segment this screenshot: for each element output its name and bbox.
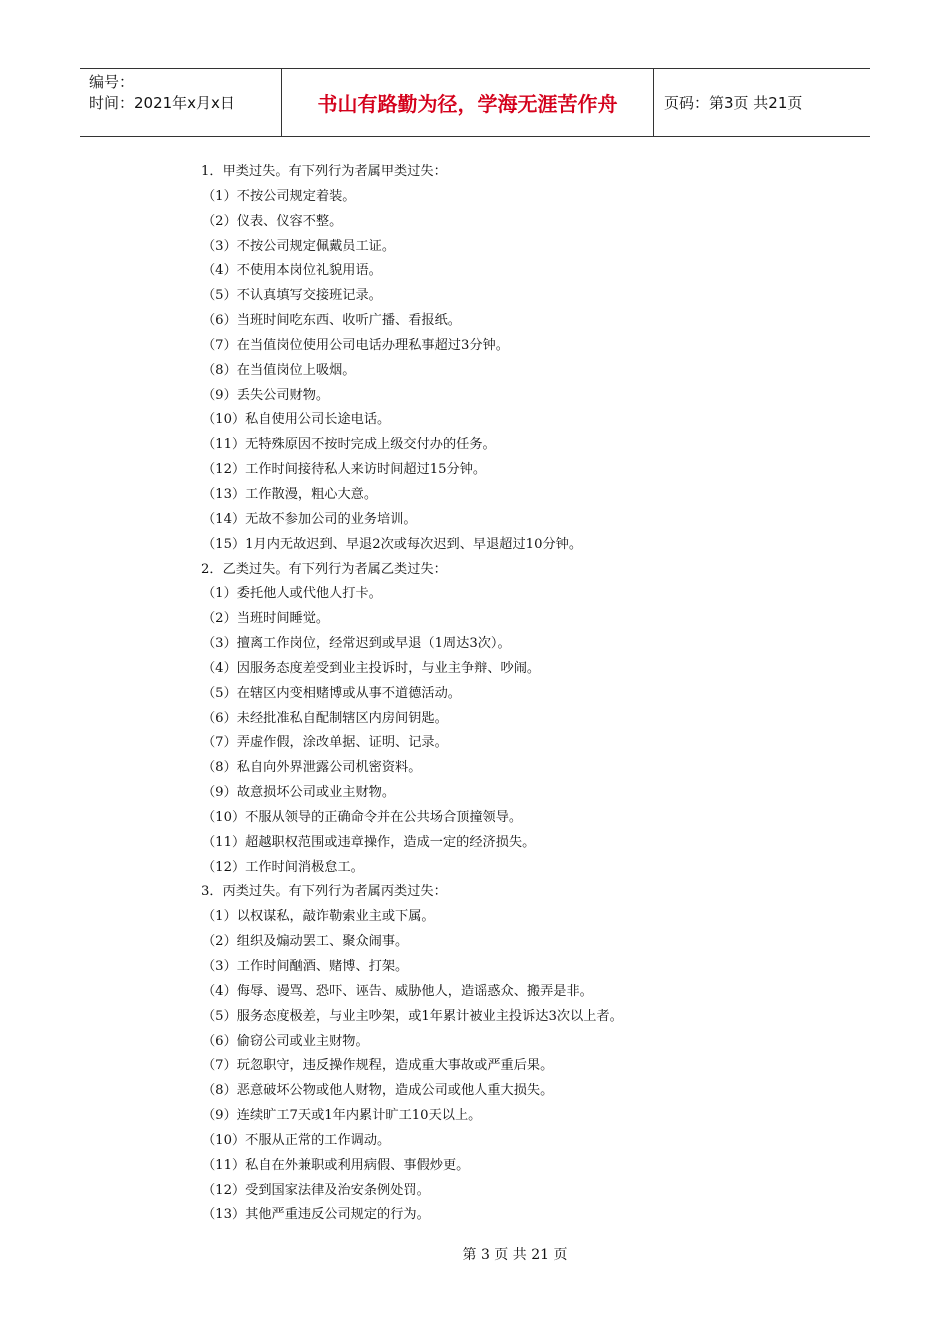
list-item: （1）以权谋私，敲诈勒索业主或下属。 [202,909,435,925]
section-heading: 1．甲类过失。有下列行为者属甲类过失： [201,164,447,179]
list-item: （11）无特殊原因不按时完成上级交付办的任务。 [202,437,496,453]
list-item: （5）在辖区内变相赌博或从事不道德活动。 [202,685,461,701]
list-item: （3）不按公司规定佩戴员工证。 [202,238,396,254]
list-item: （5）不认真填写交接班记录。 [202,288,382,304]
list-item: （12）受到国家法律及治安条例处罚。 [202,1182,430,1198]
list-item: （9）丢失公司财物。 [202,387,330,403]
list-item: （8）私自向外界泄露公司机密资料。 [202,760,422,776]
list-item: （5）服务态度极差，与业主吵架，或1年累计被业主投诉达3次以上者。 [202,1008,623,1024]
list-item: （12）工作时间消极怠工。 [202,859,364,875]
list-item: （14）无故不参加公司的业务培训。 [202,511,417,527]
list-item: （2）仪表、仪容不整。 [202,213,343,229]
list-item: （11）超越职权范围或违章操作，造成一定的经济损失。 [202,834,536,850]
section-heading: 3．丙类过失。有下列行为者属丙类过失： [201,884,447,900]
list-item: （12）工作时间接待私人来访时间超过15分钟。 [202,462,487,478]
list-item: （2）组织及煽动罢工、聚众闹事。 [202,934,409,950]
list-item: （8）恶意破坏公物或他人财物，造成公司或他人重大损失。 [202,1083,554,1099]
document-number-label: 编号： [89,73,135,91]
list-item: （10）私自使用公司长途电话。 [202,412,391,428]
list-item: （13）工作散漫，粗心大意。 [202,486,378,502]
list-item: （2）当班时间睡觉。 [202,611,330,627]
list-item: （4）因服务态度差受到业主投诉时，与业主争辩、吵闹。 [202,660,541,676]
document-time-label: 时间：2021年x月x日 [89,94,235,112]
list-item: （4）不使用本岗位礼貌用语。 [202,263,382,279]
list-item: （6）未经批准私自配制辖区内房间钥匙。 [202,710,448,726]
list-item: （11）私自在外兼职或利用病假、事假炒更。 [202,1157,470,1173]
list-item: （8）在当值岗位上吸烟。 [202,362,356,378]
list-item: （15）1月内无故迟到、早退2次或每次迟到、早退超过10分钟。 [202,536,583,552]
list-item: （6）当班时间吃东西、收听广播、看报纸。 [202,313,461,329]
list-item: （13）其他严重违反公司规定的行为。 [202,1207,430,1223]
section-heading: 2．乙类过失。有下列行为者属乙类过失： [201,561,447,577]
list-item: （7）玩忽职守，违反操作规程，造成重大事故或严重后果。 [202,1058,554,1074]
list-item: （9）连续旷工7天或1年内累计旷工10天以上。 [202,1108,482,1124]
list-item: （1）委托他人或代他人打卡。 [202,586,382,602]
list-item: （10）不服从正常的工作调动。 [202,1132,391,1148]
header-meta [80,69,282,136]
list-item: （10）不服从领导的正确命令并在公共场合顶撞领导。 [202,809,523,825]
header-page-info: 页码：第3页 共21页 [664,94,803,112]
list-item: （6）偷窃公司或业主财物。 [202,1033,369,1049]
header-slogan: 书山有路勤为径，学海无涯苦作舟 [282,69,654,136]
list-item: （7）在当值岗位使用公司电话办理私事超过3分钟。 [202,337,509,353]
page-footer: 第 3 页 共 21 页 [462,1247,568,1263]
list-item: （1）不按公司规定着装。 [202,188,356,204]
list-item: （3）工作时间酗酒、赌博、打架。 [202,959,409,974]
list-item: （3）擅离工作岗位，经常迟到或早退（1周达3次）。 [202,636,511,652]
list-item: （7）弄虚作假，涂改单据、证明、记录。 [202,735,448,751]
page-header [80,68,870,137]
list-item: （4）侮辱、谩骂、恐吓、诬告、威胁他人，造谣惑众、搬弄是非。 [202,983,593,999]
list-item: （9）故意损坏公司或业主财物。 [202,785,396,801]
document-body [201,160,841,1228]
